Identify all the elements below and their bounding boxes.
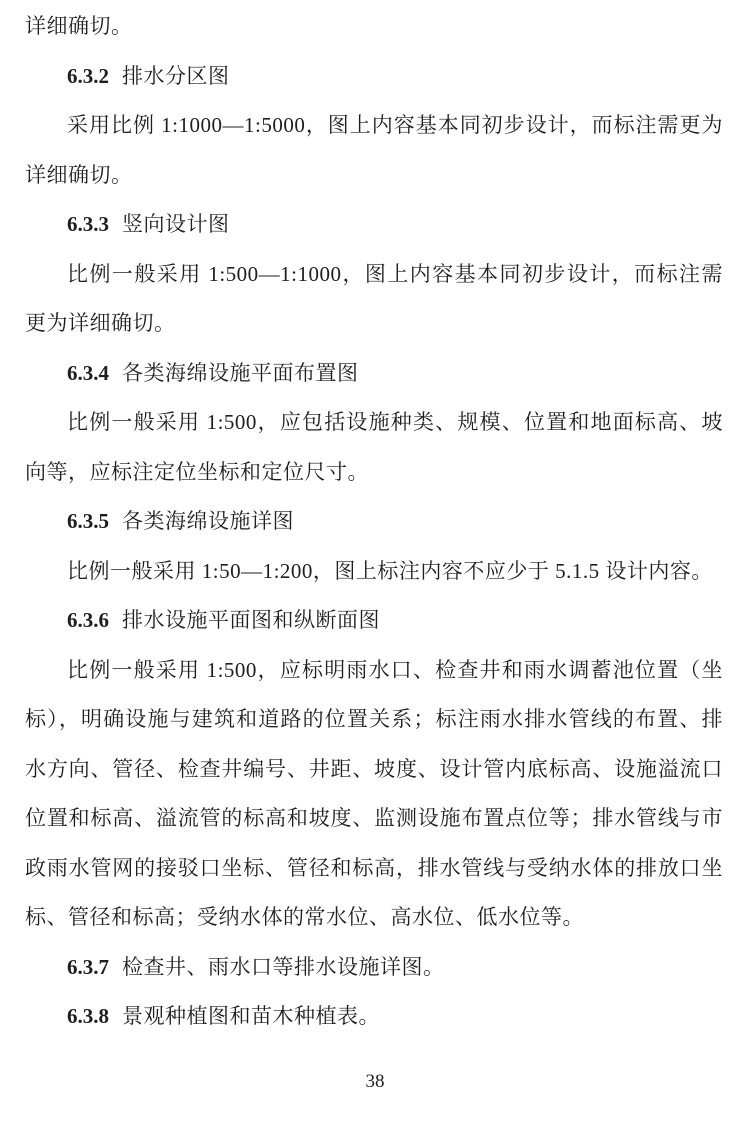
section-title: 各类海绵设施详图	[122, 509, 294, 533]
section-heading-6-3-5	[25, 497, 723, 547]
section-number: 6.3.2	[67, 63, 109, 88]
paragraph-line: 详细确切。	[25, 14, 133, 38]
paragraph-line: 采用比例 1:1000—1:5000，图上内容基本同初步设计，而标注需更为	[67, 113, 723, 137]
paragraph-line: 标），明确设施与建筑和道路的位置关系；标注雨水排水管线的布置、排	[25, 707, 723, 731]
section-number: 6.3.4	[67, 360, 109, 385]
section-heading-6-3-7	[25, 943, 723, 993]
page-number: 38	[365, 1071, 385, 1092]
section-number: 6.3.8	[67, 1004, 109, 1028]
section-title: 排水设施平面图和纵断面图	[122, 608, 380, 632]
section-title: 竖向设计图	[122, 212, 230, 236]
section-heading-6-3-2	[25, 52, 723, 102]
paragraph-line: 详细确切。	[25, 162, 133, 187]
paragraph-line: 比例一般采用 1:50—1:200，图上标注内容不应少于 5.1.5 设计内容。	[67, 558, 713, 583]
section-number: 6.3.7	[67, 954, 109, 979]
paragraph-line: 更为详细确切。	[25, 311, 176, 335]
section-title: 检查井、雨水口等排水设施详图。	[122, 954, 445, 979]
section-heading-6-3-6	[25, 596, 723, 646]
section-heading-6-3-4	[25, 349, 723, 399]
section-number: 6.3.6	[67, 608, 109, 632]
paragraph-line: 水方向、管径、检查井编号、井距、坡度、设计管内底标高、设施溢流口	[25, 756, 723, 781]
paragraph-line: 比例一般采用 1:500，应标明雨水口、检查井和雨水调蓄池位置（坐	[67, 657, 723, 682]
document-body	[25, 2, 723, 1042]
paragraph-line: 向等，应标注定位坐标和定位尺寸。	[25, 459, 369, 484]
section-number: 6.3.3	[67, 212, 109, 236]
section-number: 6.3.5	[67, 509, 109, 533]
paragraph-line: 标、管径和标高；受纳水体的常水位、高水位、低水位等。	[25, 905, 584, 929]
paragraph-line: 比例一般采用 1:500，应包括设施种类、规模、位置和地面标高、坡	[67, 410, 723, 434]
section-title: 排水分区图	[122, 63, 230, 88]
section-heading-6-3-3	[25, 200, 723, 250]
paragraph-line: 政雨水管网的接驳口坐标、管径和标高，排水管线与受纳水体的排放口坐	[25, 855, 723, 880]
paragraph-line: 位置和标高、溢流管的标高和坡度、监测设施布置点位等；排水管线与市	[25, 806, 723, 830]
section-heading-6-3-8	[25, 992, 723, 1042]
section-title: 景观种植图和苗木种植表。	[122, 1004, 380, 1028]
section-title: 各类海绵设施平面布置图	[122, 360, 359, 385]
paragraph-line: 比例一般采用 1:500—1:1000，图上内容基本同初步设计，而标注需	[67, 261, 723, 286]
